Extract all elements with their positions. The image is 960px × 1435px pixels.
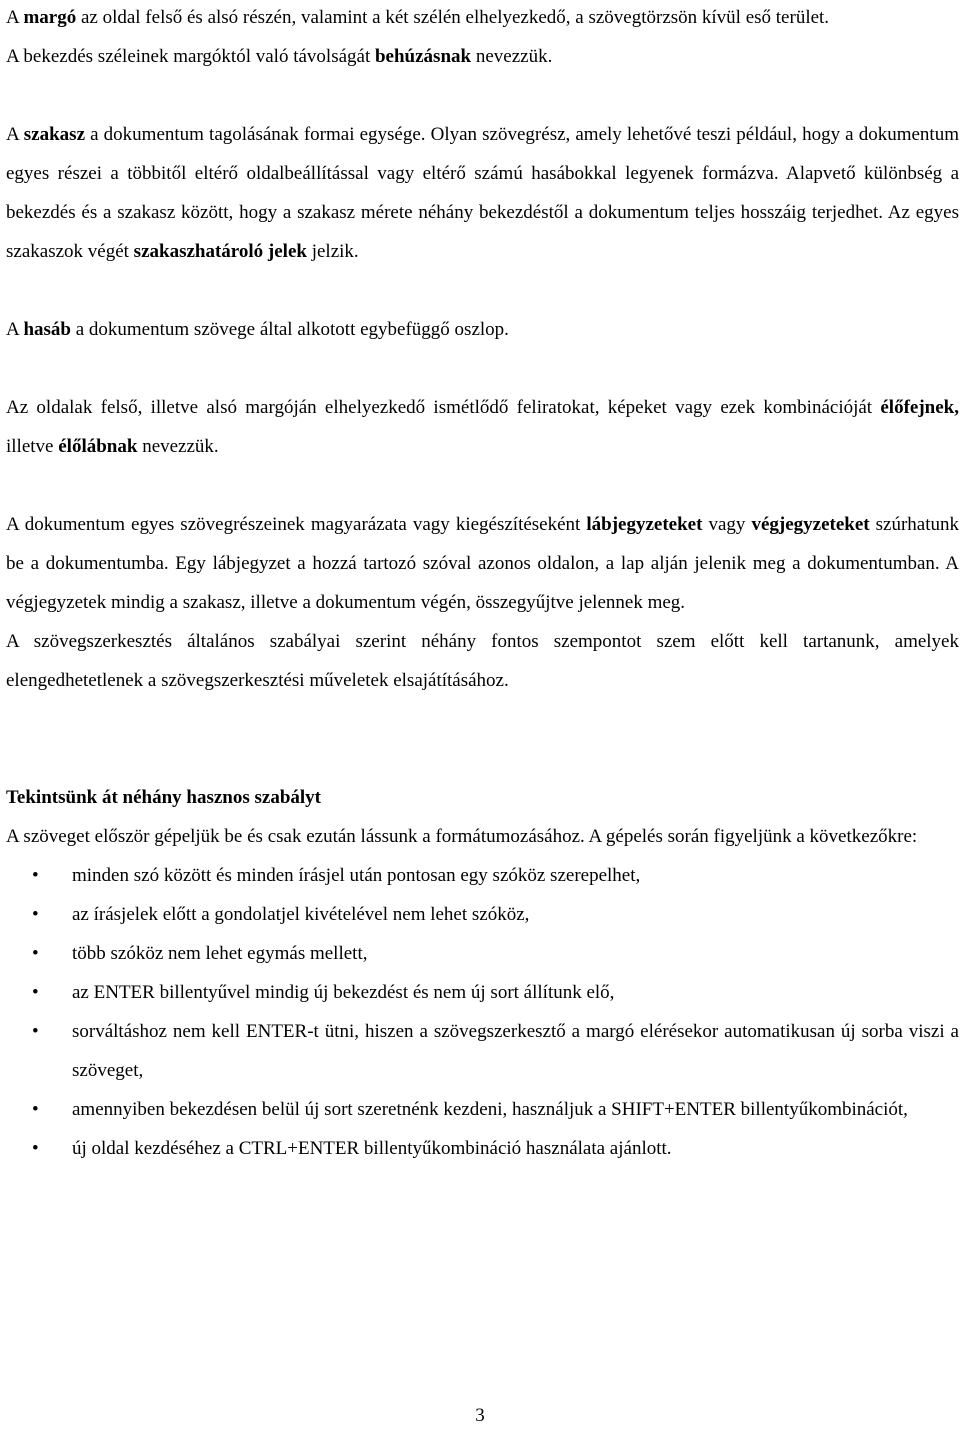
text-run: A <box>6 124 24 145</box>
text-run: illetve <box>6 436 59 457</box>
list-item-text: az írásjelek előtt a gondolatjel kivételével nem lehet szóköz, <box>72 904 530 925</box>
bullet-icon: • <box>32 943 39 964</box>
list-item <box>6 934 959 973</box>
list-item-text: sorváltáshoz nem kell ENTER-t ütni, hiszen a szövegszerkesztő a margó elérésekor automatikusan új sorba viszi a szöveget, <box>72 1021 959 1081</box>
list-item-text: új oldal kezdéséhez a CTRL+ENTER billentyűkombináció használata ajánlott. <box>72 1138 672 1159</box>
text-run: a dokumentum szövege által alkotott egybefüggő oszlop. <box>70 319 509 340</box>
term-labjegyzet: lábjegyzeteket <box>586 514 703 535</box>
list-item <box>6 1090 959 1129</box>
paragraph-szakasz <box>6 115 959 271</box>
section-spacer <box>6 700 959 778</box>
text-run: A <box>6 319 24 340</box>
text-run: nevezzük. <box>471 46 553 67</box>
term-elofej: élőfejnek, <box>880 397 959 418</box>
paragraph-spacer <box>6 76 959 115</box>
term-hasab: hasáb <box>23 319 71 340</box>
list-item-text: az ENTER billentyűvel mindig új bekezdést és nem új sort állítunk elő, <box>72 982 615 1003</box>
section-heading-text: Tekintsünk át néhány hasznos szabályt <box>6 787 322 808</box>
text-run: A bekezdés széleinek margóktól való távolságát <box>6 46 375 67</box>
term-szakaszhatarolo: szakaszhatároló jelek <box>133 241 307 262</box>
text-run: az oldal felső és alsó részén, valamint a két szélén elhelyezkedő, a szövegtörzsön kívül eső terület. <box>76 7 830 28</box>
rules-list <box>6 856 959 1168</box>
term-eloláb: élőlábnak <box>58 436 138 457</box>
bullet-icon: • <box>32 1021 39 1042</box>
list-item <box>6 895 959 934</box>
term-behuzas: behúzásnak <box>374 46 472 67</box>
text-run: A <box>6 7 24 28</box>
paragraph-elofej <box>6 388 959 466</box>
list-item-text: minden szó között és minden írásjel után pontosan egy szóköz szerepelhet, <box>72 865 641 886</box>
text-run: szúrhatunk be a dokumentumba. Egy lábjegyzet a hozzá tartozó szóval azonos oldalon, a lap alján jelenik meg a dokumentumban. A végjegyzetek mindig a szakasz, illetve a dokumentum végén, összegyűjtve jelennek meg. <box>6 514 959 613</box>
document-page <box>6 0 959 1168</box>
list-item-text: amennyiben bekezdésen belül új sort szeretnénk kezdeni, használjuk a SHIFT+ENTER billentyűkombinációt, <box>72 1099 908 1120</box>
list-item <box>6 856 959 895</box>
list-item <box>6 1012 959 1090</box>
bullet-icon: • <box>32 982 39 1003</box>
text-run: nevezzük. <box>137 436 219 457</box>
text-run: vagy <box>702 514 752 535</box>
section-intro: A szöveget először gépeljük be és csak ezután lássunk a formátumozásához. A gépelés során figyeljünk a következőkre: <box>6 826 918 847</box>
term-szakasz: szakasz <box>23 124 86 145</box>
term-margo: margó <box>23 7 77 28</box>
paragraph-behuzas <box>6 37 959 76</box>
text-run: A dokumentum egyes szövegrészeinek magyarázata vagy kiegészítéseként <box>6 514 587 535</box>
section-heading <box>6 778 959 817</box>
bullet-icon: • <box>32 904 39 925</box>
list-item-text: több szóköz nem lehet egymás mellett, <box>72 943 368 964</box>
page-number: 3 <box>475 1405 485 1426</box>
paragraph-spacer <box>6 349 959 388</box>
list-item <box>6 973 959 1012</box>
paragraph-labjegyzet <box>6 505 959 622</box>
paragraph-spacer <box>6 466 959 505</box>
paragraph-spacer <box>6 271 959 310</box>
bullet-icon: • <box>32 1138 39 1159</box>
text-run: jelzik. <box>306 241 359 262</box>
bullet-icon: • <box>32 1099 39 1120</box>
list-item <box>6 1129 959 1168</box>
text-run: a dokumentum tagolásának formai egysége. Olyan szövegrész, amely lehetővé teszi például, hogy a dokumentum egyes részei a többitől eltérő oldalbeállítással vagy eltérő számú hasábokkal legyenek formázva. Alapvető különbség a bekezdés és a szakasz között, hogy a szakasz mérete néhány bekezdéstől a dokumentum teljes hosszáig terjedhet. Az egyes szakaszok végét <box>6 124 959 262</box>
bullet-icon: • <box>32 865 39 886</box>
paragraph-margo <box>6 0 959 37</box>
text-run: Az oldalak felső, illetve alsó margóján elhelyezkedő ismétlődő feliratokat, képeket vagy ezek kombinációját <box>6 397 881 418</box>
paragraph-szabalyok-intro: A szövegszerkesztés általános szabályai szerint néhány fontos szempontot szem előtt kell tartanunk, amelyek elengedhetetlenek a szövegszerkesztési műveletek elsajátításához. <box>6 631 959 691</box>
paragraph-hasab <box>6 310 959 349</box>
term-vegjegyzet: végjegyzeteket <box>751 514 870 535</box>
